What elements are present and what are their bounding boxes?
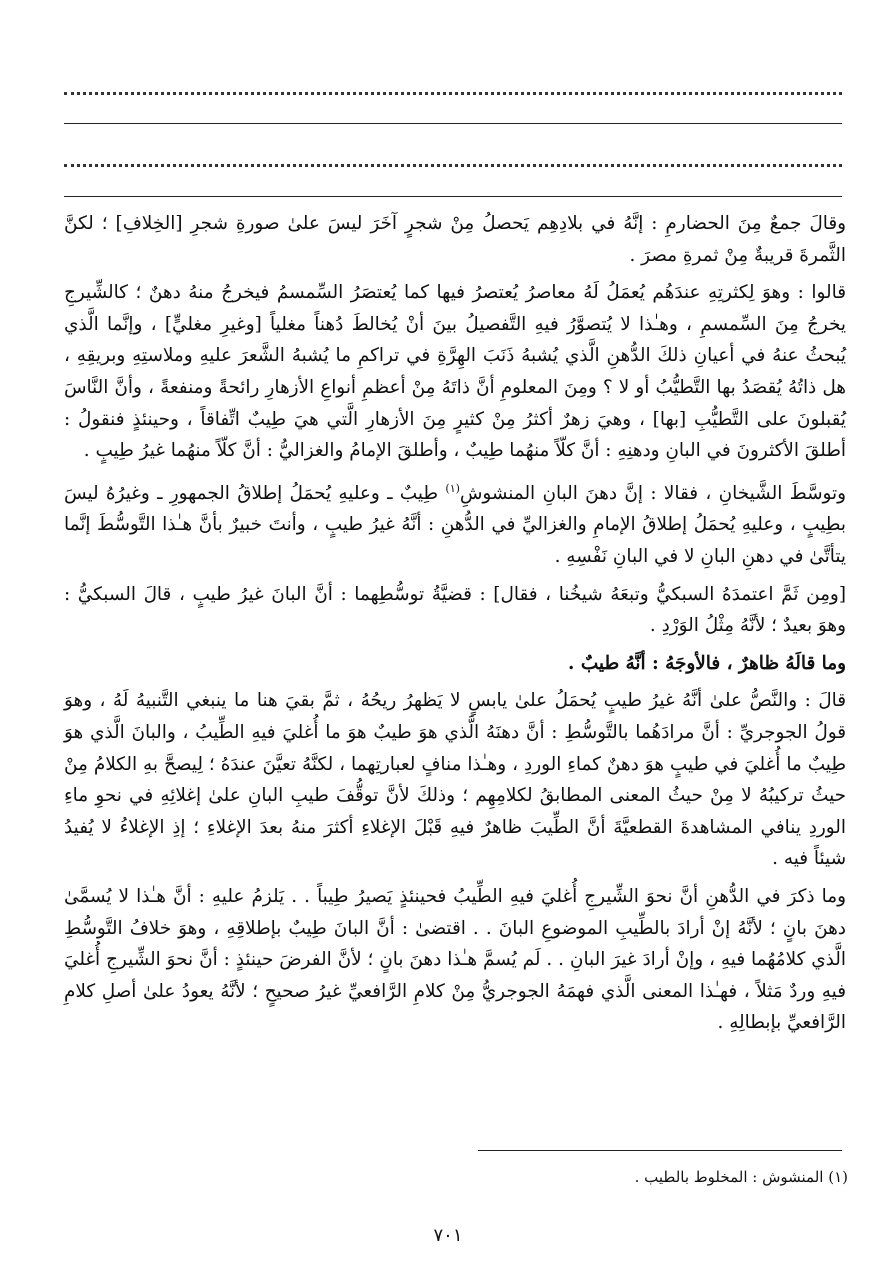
paragraph-1: وقالَ جمعٌ مِنَ الحضارمِ : إنَّهُ في بلادِهِم يَحصلُ مِنْ شجرٍ آخَرَ ليسَ علىٰ صورةِ شجرِ [الخِلافِ] ؛ لكنَّ الثَّمرةَ قريبةٌ مِنْ ثمرةِ مصرَ . xyxy=(64,213,846,266)
footnote-reference: (١) xyxy=(445,481,460,495)
paragraph-3 xyxy=(64,473,846,573)
main-text xyxy=(64,208,846,1045)
paragraph-5: وما قالَهُ ظاهرٌ ، فالأوجَهُ : أنَّهُ طيبٌ . xyxy=(568,652,846,674)
footnote-separator xyxy=(478,1150,842,1151)
dotted-line-top xyxy=(64,80,842,95)
horizontal-rule-middle xyxy=(64,196,842,197)
paragraph-4: [ومِن ثَمَّ اعتمدَهُ السبكيُّ وتبعَهُ شيخُنا ، فقال] : قضيَّةُ توسُّطِهما : أنَّ البانَ غيرُ طيبٍ ، قالَ السبكيُّ : وهوَ بعيدٌ ؛ لأنَّهُ مِثْلُ الوَرْدِ . xyxy=(64,583,846,637)
paragraph-7: وما ذكرَ في الدُّهنِ أنَّ نحوَ الشِّيرجِ أُغليَ فيهِ الطِّيبُ فحينئذٍ يَصيرُ طِيباً . . يَلزمُ عليهِ : أنَّ هـٰذا لا يُسمَّىٰ دهنَ بانٍ ؛ لأنَّهُ إنْ أرادَ بالطِّيبِ الموضوعِ البانَ . . اقتضىٰ : أنَّ البانَ طِيبٌ بإطلاقِهِ ، وهوَ خلافُ التَّوسُّطِ الَّذي كلامُهُما فيهِ ، وإنْ أرادَ غيرَ البانِ . . لَم يُسمَّ هـٰذا دهنَ بانٍ ؛ لأنَّ الفرضَ حينئذٍ : أنَّ نحوَ الشِّيرجِ أُغليَ فيهِ وردٌ مَثلاً ، فهـٰذا المعنى الَّذي فهمَهُ الجوجريُّ مِنْ كلامِ الرَّافعيِّ غيرُ صحيحٍ ؛ لأنَّهُ يعودُ علىٰ أصلِ كلامِ الرَّافعيِّ بإبطالِهِ . xyxy=(64,886,846,1034)
paragraph-2: قالوا : وهوَ لِكثرتِهِ عندَهُم يُعمَلُ لَهُ معاصرُ يُعتصرُ فيها كما يُعتصَرُ السِّمسمُ فيخرجُ منهُ دهنٌ ؛ كالشِّيرجِ يخرجُ مِنَ السِّمسمِ ، وهـٰذا لا يُتصوَّرُ فيهِ التَّفصيلُ بينَ أنْ يُخالطَ دُهناً مغلياً [وغيرِ مغليٍّ] ، وإنَّما الَّذي يُبحثُ عنهُ في أعيانِ ذلكَ الدُّهنِ الَّذي يُشبهُ ذَنَبَ الهِرَّةِ في تراكمِ ما يُشبهُ الشَّعرَ عليهِ وملاستِهِ وبريقِهِ ، هل ذاتُهُ يُقصَدُ بها التَّطيُّبُ أو لا ؟ ومِنَ المعلومِ أنَّ ذاتَهُ مِنْ أعظمِ أنواعِ الأزهارِ رائحةً ومنفعةً ، وأنَّ النَّاسَ يُقبلونَ على التَّطيُّبِ [بها] ، وهيَ زهرٌ أكثرُ مِنْ كثيرٍ مِنَ الأزهارِ الَّتي هيَ طِيبٌ اتِّفاقاً ، وحينئذٍ فنقولُ : أطلقَ الأكثرونَ في البانِ ودهنِهِ : أنَّ كلّاً منهُما طِيبٌ ، وأطلقَ الإمامُ والغزاليُّ : أنَّ كلّاً منهُما غيرُ طِيبٍ . xyxy=(64,282,846,462)
paragraph-3-part-2: طِيبٌ ـ وعليهِ يُحمَلُ إطلاقُ الجمهورِ ـ وغيرُهُ ليسَ بطِيبٍ ، وعليهِ يُحمَلُ إطلاقُ الإمامِ والغزاليِّ في الدُّهنِ : أنَّهُ غيرُ طيبٍ ، وأنتَ خبيرٌ بأنَّ هـٰذا التَّوسُّطَ إنَّما يتأتَّىٰ في دهنِ البانِ لا في البانِ نَفْسِهِ . xyxy=(64,482,846,568)
paragraph-3-part-1: وتوسَّطَ الشَّيخانِ ، فقالا : إنَّ دهنَ البانِ المنشوشِ xyxy=(459,482,846,504)
dotted-line-middle xyxy=(64,152,842,167)
horizontal-rule-top xyxy=(64,123,842,124)
footnote: (١) المنشوش : المخلوط بالطيب . xyxy=(634,1168,848,1186)
paragraph-6: قالَ : والنَّصُّ علىٰ أنَّهُ غيرُ طيبٍ يُحمَلُ علىٰ يابسٍ لا يَظهرُ ريحُهُ ، ثمَّ بقيَ هنا ما ينبغي التَّنبيهُ لَهُ ، وهوَ قولُ الجوجريِّ : أنَّ مرادَهُما بالتَّوسُّطِ : أنَّ دهنَهُ الَّذي هوَ طيبٌ هوَ ما أُغليَ فيهِ الطِّيبُ ، والبانَ الَّذي هوَ طِيبٌ ما أُغليَ في طيبٍ هوَ دهنٌ كماءِ الوردِ ، وهـٰذا منافٍ لعبارتِهما ، لكنَّهُ تعيَّنَ عندَهُ ؛ لِيصحَّ بهِ الكلامُ مِنْ حيثُ تركيبُهُ لا مِنْ حيثُ المعنى المطابقُ لكلامِهِم ؛ وذلكَ لأنَّ توقُّفَ طيبِ البانِ علىٰ إغلائِهِ في نحوِ ماءِ الوردِ ينافي المشاهدةَ القطعيَّةَ أنَّ الطِّيبَ ظاهرٌ فيهِ قَبْلَ الإغلاءِ أكثرَ منهُ بعدَ الإغلاءِ ؛ إذِ الإغلاءُ لا يُفيدُ شيئاً فيه . xyxy=(64,690,846,870)
page-number: ٧٠١ xyxy=(433,1225,463,1246)
